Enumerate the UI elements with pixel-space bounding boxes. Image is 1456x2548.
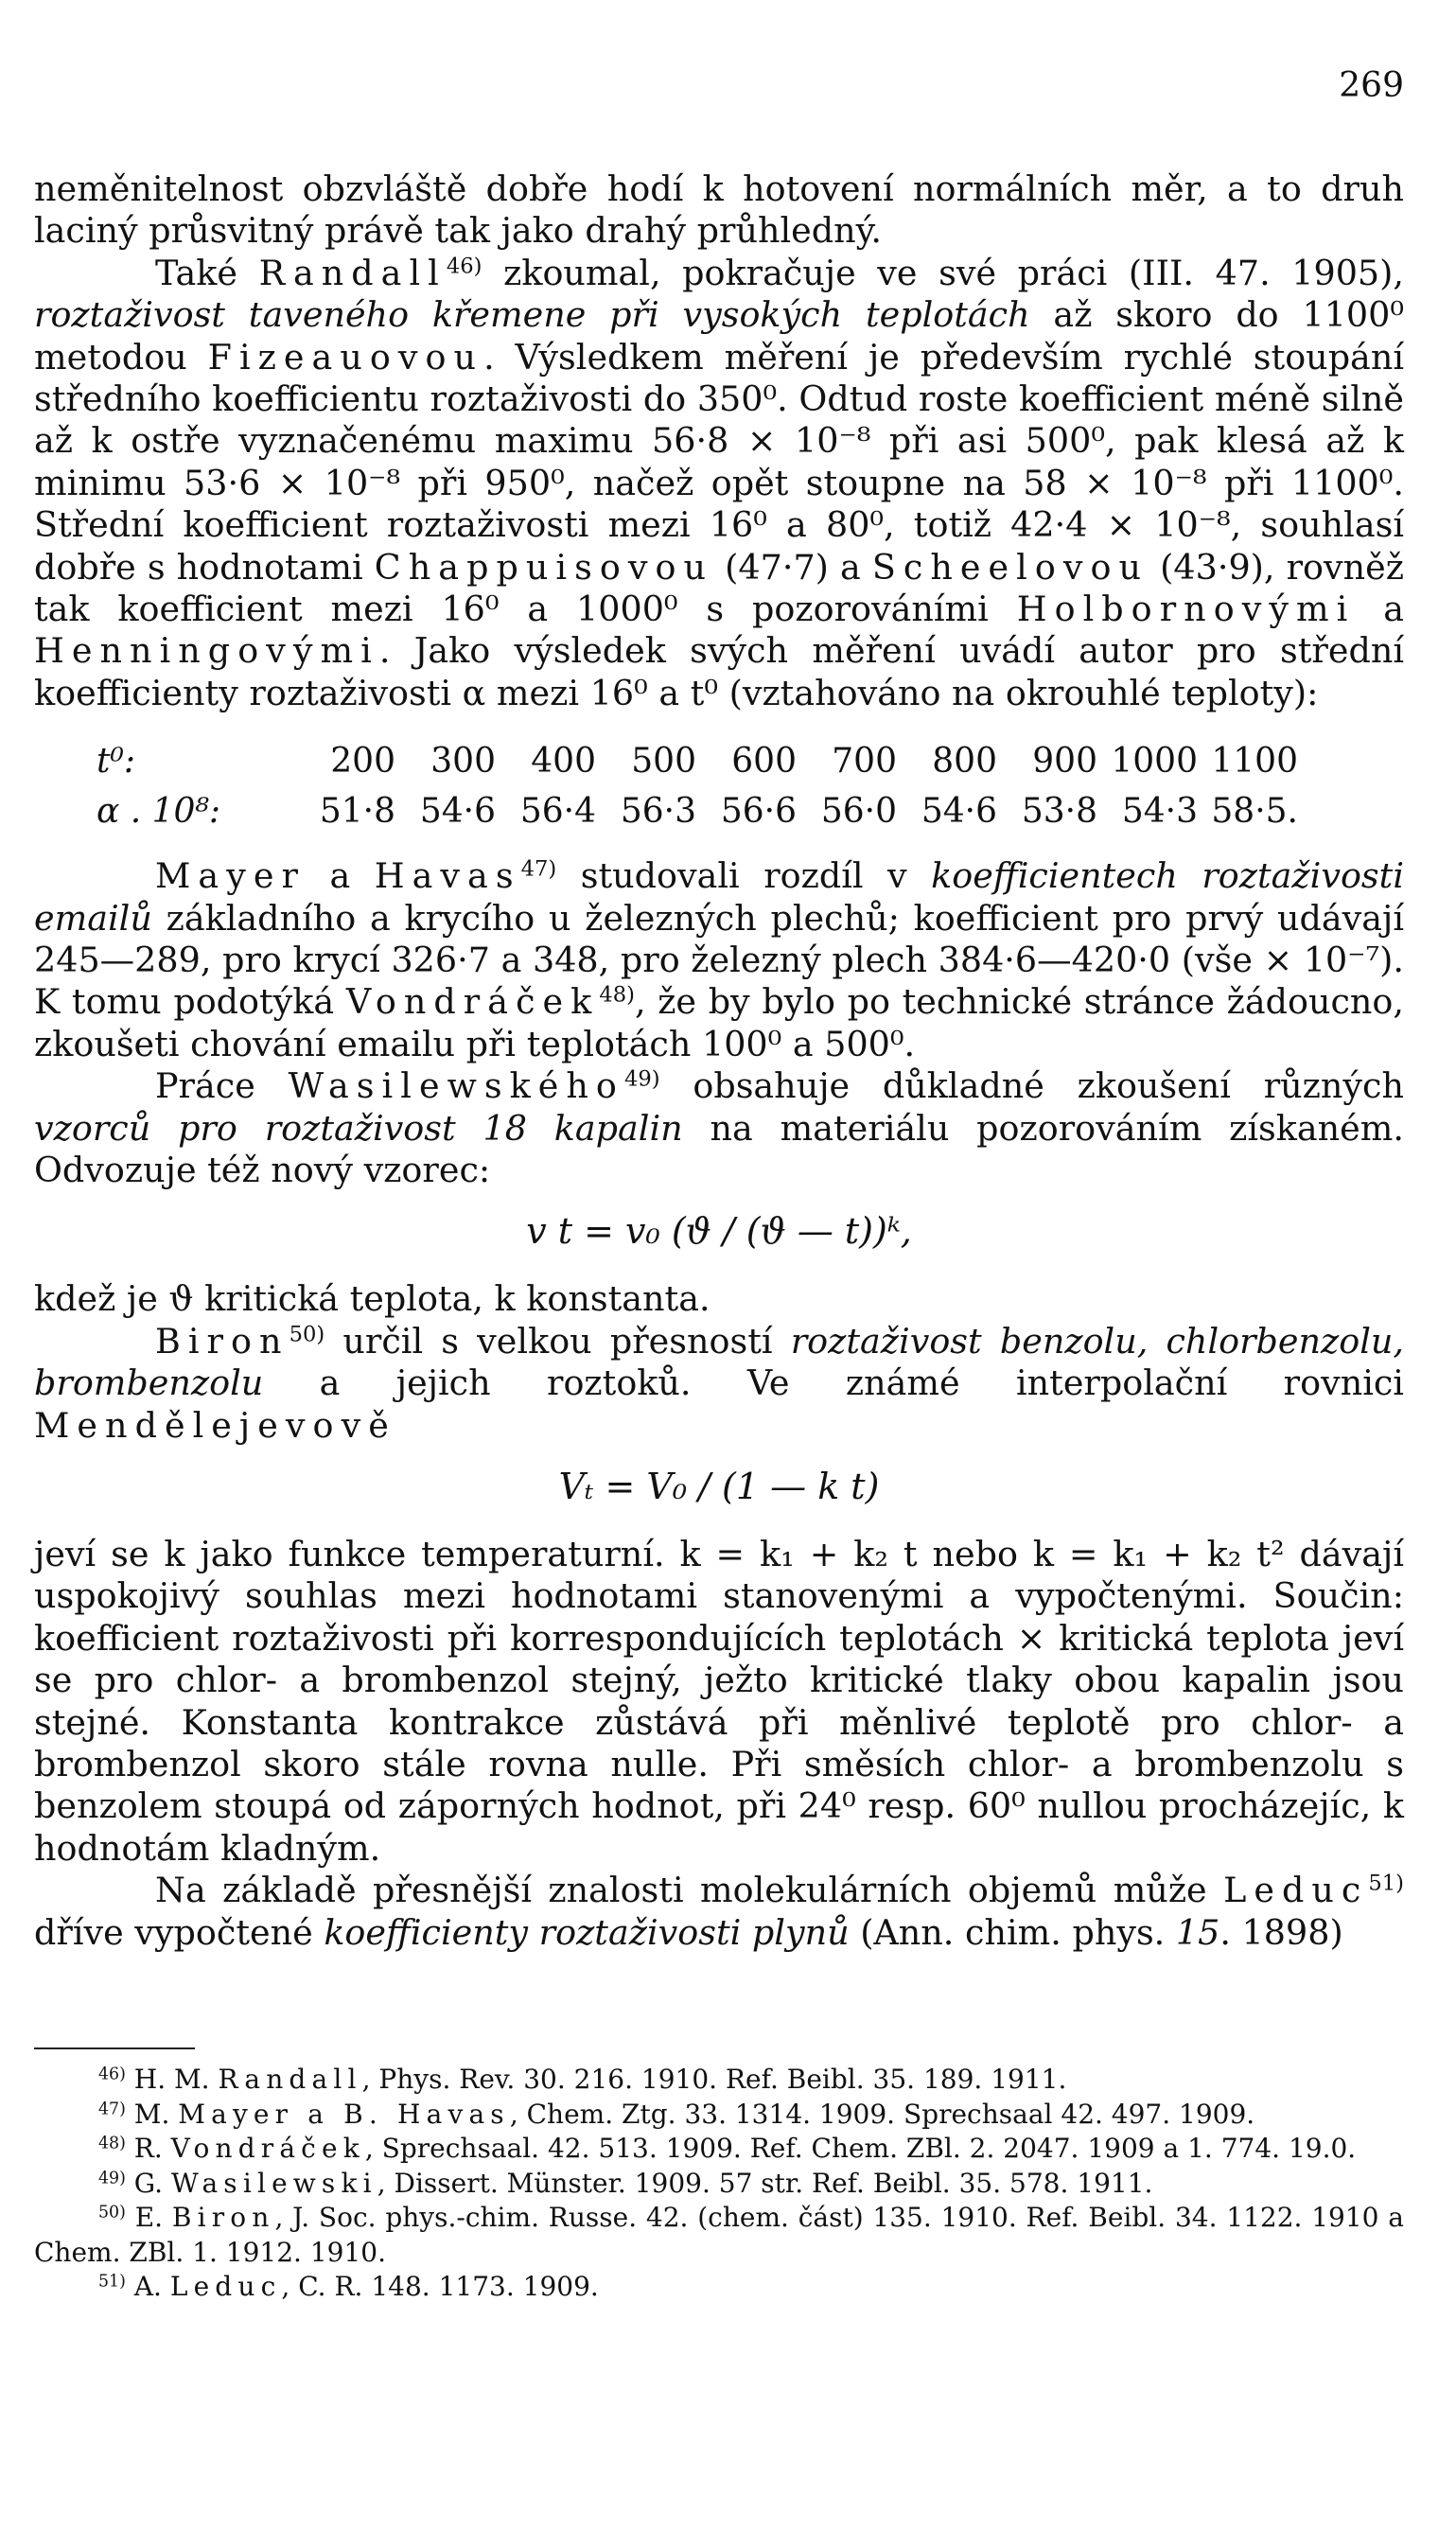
footnote-ref: 50) [289,1322,325,1347]
author-name: Wasilewski [170,2167,377,2199]
author-name: Vondráček [170,2133,365,2164]
paragraph-2 [34,253,1404,714]
table-cell: 1100 [1211,742,1298,782]
author-name: Scheelovou [871,546,1149,588]
author-name: Biron [155,1320,289,1362]
footnote [34,2270,1404,2305]
author-name: Mendělejevově [34,1404,396,1446]
text-run: určil s velkou přesností [325,1320,791,1362]
text-run: , Phys. Rev. 30. 216. 1910. Ref. Beibl. 35. 189. 1911. [361,2064,1067,2095]
footnote-ref: 46) [446,254,482,279]
table-cell: 200 [330,742,395,782]
table-cell: 600 [731,742,797,782]
author-name: Randall [258,252,447,293]
footnote-number: 49) [98,2168,126,2188]
table-cell: 700 [832,742,897,782]
paragraph-8 [34,1870,1404,1954]
text-run: , Dissert. Münster. 1909. 57 str. Ref. Beibl. 35. 578. 1911. [377,2167,1153,2199]
author-name: Havas [374,855,521,897]
table-cell: 300 [430,742,496,782]
footnote-number: 51) [98,2272,126,2292]
footnote-ref: 47) [520,856,557,882]
footnote [34,2063,1404,2098]
footnote-ref: 49) [623,1066,660,1092]
paragraph-3 [34,855,1404,1065]
text-run: (43·9), rovněž tak koefficient mezi 16⁰ a 1000⁰ s pozorováními [34,546,1404,630]
author-name: Mayer [155,855,306,897]
topic-italic: roztaživost taveného křemene při vysokých teplotách [34,294,1030,336]
author-name: Biron [171,2202,275,2233]
text-run: až skoro do 1100⁰ metodou [34,294,1404,378]
text-run: Také [155,252,259,293]
author-name: Leduc [169,2271,282,2302]
footnotes [34,2063,1404,2305]
paragraph-7: jeví se k jako funkce temperaturní. k = k₁ + k₂ t nebo k = k₁ + k₂ t² dávají uspokojivý souhlas mezi hodnotami stanovenými a vypočtenými. Součin: koefficient roztaživosti při korrespondujících teplotách × kritická teplota jeví se pro chlor- a brombenzol stejný, ježto kritické tlaky obou kapalin jsou stejné. Konstanta kontrakce zůstává při měnlivé teplotě pro chlor- a brombenzol skoro stále rovna nulle. Při směsích chlor- a brombenzolu s benzolem stoupá od záporných hodnot, při 24⁰ resp. 60⁰ nullou procházejíc, k hodnotám kladným. [34,1533,1404,1869]
table-cell: 56·6 [720,791,797,831]
text-run: H. M. [133,2064,219,2095]
text-run: R. [133,2133,171,2164]
table-cell: 51·8 [319,791,395,831]
footnote-number: 50) [98,2203,126,2223]
table-cell: 53·8 [1021,791,1097,831]
table-cell: 56·0 [820,791,897,831]
table-cell: 800 [932,742,997,782]
text-run: Práce [155,1065,289,1107]
text-run: na materiálu pozorováním získaném. Odvozuje též nový vzorec: [34,1107,1404,1190]
footnote [34,2098,1404,2133]
formula-wasilewski: v t = v₀ (ϑ / (ϑ — t))ᵏ, [526,1210,912,1253]
topic-italic: vzorců pro roztaživost 18 kapalin [34,1107,683,1149]
author-name: Chappuisovou [374,546,714,588]
author-name: Vondráček [345,981,600,1023]
footnote-number: 46) [98,2065,126,2084]
expansion-table [96,737,1298,836]
footnote-ref: 48) [599,982,635,1008]
text-run: A. [133,2271,170,2302]
topic-italic: roztaživost benzolu, chlorbenzolu, brombenzolu [34,1320,1405,1404]
paragraph-5: kdež je ϑ kritická teplota, k konstanta. [34,1278,710,1320]
text-run: zkoumal, pokračuje ve své práci (III. 47. 1905), [482,252,1404,293]
text-run: E. [134,2202,172,2233]
text-run: , Chem. Ztg. 33. 1314. 1909. Sprechsaal 42. 497. 1909. [509,2098,1255,2130]
volume-number: 15 [1175,1911,1220,1953]
text-run: . Jako výsledek svých měření uvádí autor pro střední koefficienty roztaživosti α mezi 16⁰ a t⁰ (vztahováno na okrouhlé teploty): [34,630,1404,713]
text-run: , Sprechsaal. 42. 513. 1909. Ref. Chem. ZBl. 2. 2047. 1909 a 1. 774. 19.0. [364,2133,1357,2164]
topic-italic: koefficientech roztaživosti emailů [34,855,1404,939]
author-name: Leduc [1223,1870,1369,1911]
text-run: a [305,855,375,897]
author-name: Holbornovými [1016,589,1356,630]
table-cell: 500 [631,742,696,782]
table-cell: 54·6 [419,791,496,831]
text-run: (47·7) a [713,546,872,588]
table-row [96,787,1298,836]
text-run: obsahuje důkladné zkoušení různých [659,1065,1404,1107]
text-run: . Výsledkem měření je především rychlé stoupání středního koefficientu roztaživosti do 350⁰. Odtud roste koefficient méně silně až k ostře vyznačenému maximu 56·8 × 10⁻⁸ při asi 500⁰, pak klesá až k minimu 53·6 × 10⁻⁸ při 950⁰, načež opět stoupne na 58 × 10⁻⁸ při 1100⁰. Střední koefficient roztaživosti mezi 16⁰ a 80⁰, totiž 42·4 × 10⁻⁸, souhlasí dobře s hodnotami [34,336,1404,588]
text-run: G. [133,2167,171,2199]
text-run: . 1898) [1219,1911,1343,1953]
table-cell: 58·5. [1211,791,1298,831]
text-run: základního a krycího u železných plechů; koefficient pro prvý udávají 245—289, pro krycí 326·7 a 348, pro železný plech 384·6—420·0 (vše × 10⁻⁷). K tomu podotýká [34,897,1404,1023]
author-name: Fizeauovou [207,336,484,378]
author-name: Henningovými [34,630,379,672]
row-label: α . 10⁸: [96,791,221,831]
page-number: 269 [1339,66,1404,105]
table-cell: 54·6 [921,791,997,831]
footnote-divider [34,2047,195,2049]
footnote [34,2132,1404,2167]
table-row [96,737,1298,786]
text-run: , C. R. 148. 1173. 1909. [281,2271,599,2302]
text-run: Na základě přesnější znalosti molekulárních objemů může [155,1870,1224,1911]
row-label: t⁰: [96,742,136,782]
paragraph-4 [34,1065,1404,1191]
table-cell: 56·3 [620,791,696,831]
footnote-number: 48) [98,2134,126,2153]
paragraph-1: neměnitelnost obzvláště dobře hodí k hotovení normálních měr, a to druh laciný průsvitný právě tak jako drahý průhledný. [34,168,1404,252]
text-run: studovali rozdíl v [556,855,932,897]
text-run: dříve vypočtené [34,1911,325,1953]
footnote-ref: 51) [1368,1871,1404,1896]
text-run: , že by bylo po technické stránce žádoucno, zkoušeti chování emailu při teplotách 100⁰ a 500⁰. [34,981,1404,1064]
text-run: a [1355,589,1404,630]
author-name: Randall [218,2064,362,2095]
formula-mendelejev: Vₜ = V₀ / (1 — k t) [558,1465,880,1507]
author-name: Wasilewského [288,1065,624,1107]
text-run: a jejich roztoků. Ve známé interpolační rovnici [263,1362,1404,1404]
table-cell: 1000 [1111,742,1198,782]
table-cell: 54·3 [1121,791,1198,831]
table-cell: 900 [1032,742,1097,782]
author-name: Mayer a B. Havas [178,2098,510,2130]
table-cell: 56·4 [519,791,596,831]
footnote-number: 47) [98,2099,126,2118]
text-run: M. [133,2098,179,2130]
table-cell: 400 [531,742,596,782]
main-text [34,168,1404,1954]
paragraph-6 [34,1321,1404,1447]
footnote [34,2167,1404,2202]
text-run: , J. Soc. phys.-chim. Russe. 42. (chem. část) 135. 1910. Ref. Beibl. 34. 1122. 1910 a Chem. ZBl. 1. 1912. 1910. [34,2202,1404,2268]
topic-italic: koefficienty roztaživosti plynů [324,1911,850,1953]
footnote [34,2201,1404,2270]
text-run: (Ann. chim. phys. [849,1911,1176,1953]
